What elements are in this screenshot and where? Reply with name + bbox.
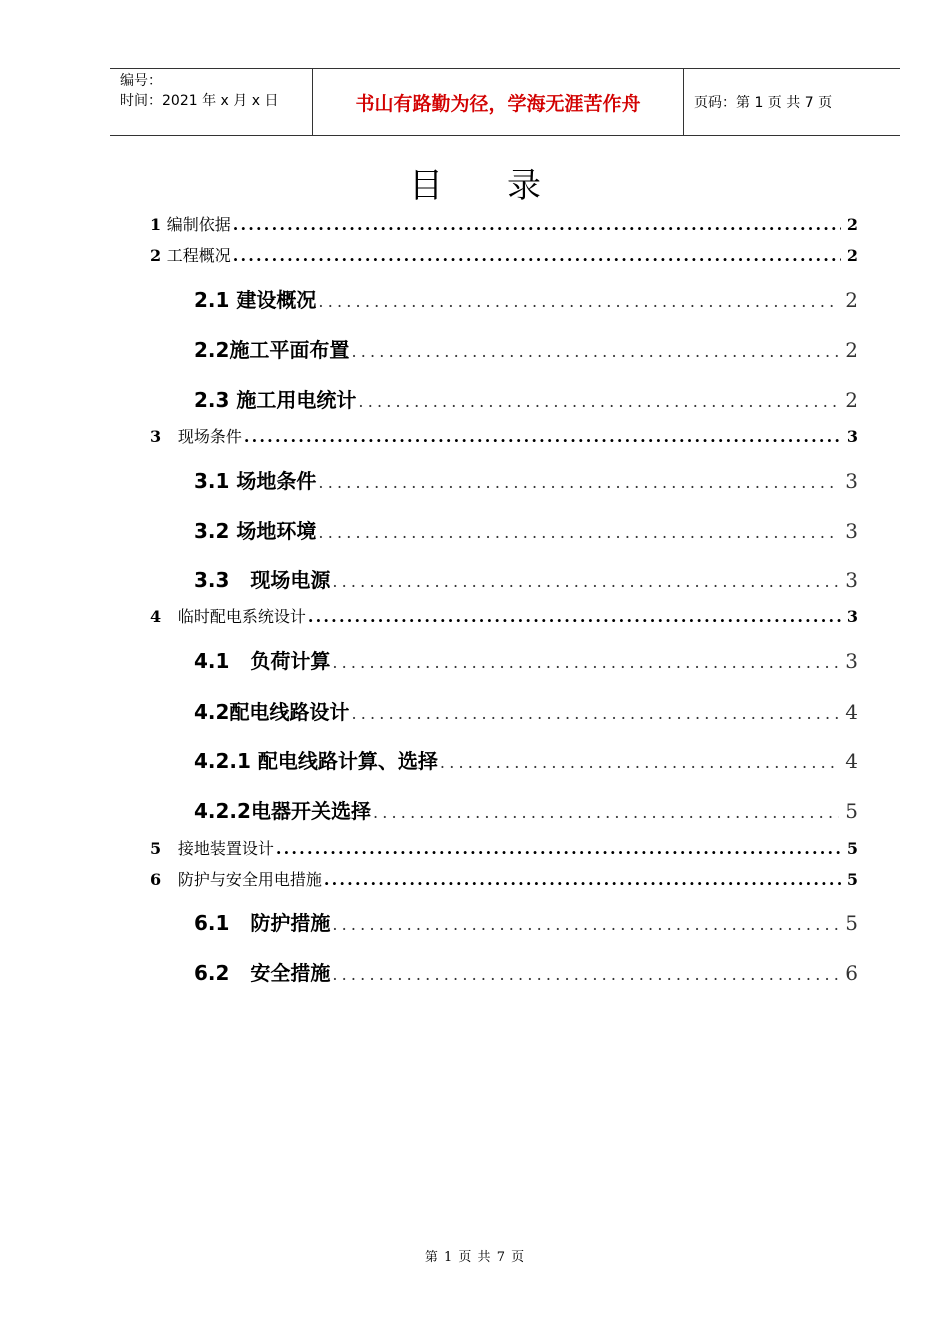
- toc-entry[interactable]: [0, 515, 950, 544]
- toc-entry[interactable]: [0, 284, 950, 313]
- toc-entry-label: 负荷计算: [250, 649, 331, 673]
- toc-entry-page: 2: [845, 388, 858, 412]
- toc-entry-page: 3: [845, 568, 858, 592]
- date-label: 时间：2021 年 x 月 x 日: [120, 93, 279, 109]
- toc-entry-page: 5: [845, 799, 858, 823]
- toc-entry-label: 电器开关选择: [250, 799, 371, 823]
- toc-entry[interactable]: [0, 745, 950, 774]
- toc-leader-dots: [324, 870, 841, 889]
- toc-entry[interactable]: [0, 795, 950, 824]
- toc-entry-label: 现场条件: [177, 427, 242, 446]
- toc-entry-page: 2: [845, 338, 858, 362]
- toc-entry-label: 接地装置设计: [177, 839, 274, 858]
- toc-entry-number: 2.1: [194, 288, 237, 312]
- toc-leader-dots: [332, 911, 839, 935]
- toc-leader-dots: [318, 288, 839, 312]
- toc-entry-page: 4: [845, 749, 858, 773]
- toc-entry-number: 2.2: [194, 338, 230, 362]
- toc-entry-label: 施工用电统计: [236, 388, 357, 412]
- header-page-info: 页码：第 1 页 共 7 页: [694, 95, 833, 111]
- toc-entry-label: 防护措施: [250, 911, 331, 935]
- toc-entry-label: 建设概况: [236, 288, 317, 312]
- toc-entry-label: 配电线路计算、选择: [257, 749, 438, 773]
- toc-entry-number: 4.2.2: [194, 799, 251, 823]
- toc-entry-number: 6.1: [194, 911, 251, 935]
- toc-entry-label: 编制依据: [166, 215, 231, 234]
- toc-entry-number: 3.2: [194, 519, 237, 543]
- toc-entry-label: 工程概况: [166, 246, 231, 265]
- page-footer: 第 1 页 共 7 页: [424, 1250, 526, 1265]
- header-motto: 书山有路勤为径，学海无涯苦作舟: [312, 69, 684, 135]
- header-meta: [110, 69, 312, 135]
- page-header: [110, 68, 900, 136]
- toc-title: 目录: [409, 166, 605, 206]
- toc-entry[interactable]: [0, 867, 950, 890]
- toc-entry-label: 安全措施: [250, 961, 331, 985]
- toc-leader-dots: [373, 799, 839, 823]
- toc-entry[interactable]: [0, 696, 950, 725]
- toc-leader-dots: [440, 749, 839, 773]
- toc-entry-number: 5: [150, 839, 178, 858]
- toc-entry-page: 4: [845, 700, 858, 724]
- toc-entry-page: 5: [846, 870, 858, 889]
- toc-entry[interactable]: [0, 465, 950, 494]
- toc-entry-page: 3: [845, 519, 858, 543]
- toc-entry[interactable]: [0, 334, 950, 363]
- toc-entry[interactable]: [0, 384, 950, 413]
- toc-leader-dots: [332, 649, 839, 673]
- toc-leader-dots: [276, 839, 841, 858]
- toc-entry-number: 4: [150, 607, 178, 626]
- toc-entry[interactable]: [0, 957, 950, 986]
- toc-entry[interactable]: [0, 424, 950, 447]
- toc-entry-page: 2: [846, 215, 858, 234]
- toc-entry-number: 2.3: [194, 388, 237, 412]
- toc-entry-page: 3: [845, 649, 858, 673]
- toc-entry[interactable]: [0, 907, 950, 936]
- toc-leader-dots: [318, 469, 839, 493]
- toc-leader-dots: [358, 388, 839, 412]
- toc-entry[interactable]: [0, 645, 950, 674]
- toc-leader-dots: [351, 700, 839, 724]
- serial-label: 编号：: [120, 73, 162, 89]
- toc-leader-dots: [332, 568, 839, 592]
- toc-entry-label: 防护与安全用电措施: [177, 870, 322, 889]
- toc-entry-page: 2: [845, 288, 858, 312]
- toc-entry[interactable]: [0, 243, 950, 266]
- toc-entry-label: 场地环境: [236, 519, 317, 543]
- toc-entry[interactable]: [0, 604, 950, 627]
- toc-entry[interactable]: [0, 836, 950, 859]
- toc-leader-dots: [308, 607, 841, 626]
- toc-leader-dots: [244, 427, 841, 446]
- toc-entry-label: 施工平面布置: [229, 338, 350, 362]
- toc-entry-page: 2: [846, 246, 858, 265]
- toc-entry-label: 临时配电系统设计: [177, 607, 306, 626]
- toc-entry-number: 1: [150, 215, 167, 234]
- toc-entry-label: 场地条件: [236, 469, 317, 493]
- toc-entry-number: 4.2: [194, 700, 230, 724]
- toc-entry-page: 5: [845, 911, 858, 935]
- toc-entry-number: 4.2.1: [194, 749, 258, 773]
- toc-entry-label: 配电线路设计: [229, 700, 350, 724]
- toc-entry-number: 4.1: [194, 649, 251, 673]
- toc-leader-dots: [233, 215, 841, 234]
- toc-leader-dots: [233, 246, 841, 265]
- toc-entry-label: 现场电源: [250, 568, 331, 592]
- toc-entry[interactable]: [0, 212, 950, 235]
- toc-leader-dots: [351, 338, 839, 362]
- toc-entry-page: 3: [846, 607, 858, 626]
- toc-entry-page: 3: [846, 427, 858, 446]
- toc-entry-number: 3.3: [194, 568, 251, 592]
- toc-leader-dots: [332, 961, 839, 985]
- toc-entry-page: 6: [845, 961, 858, 985]
- toc-entry-number: 2: [150, 246, 167, 265]
- toc-entry-number: 3.1: [194, 469, 237, 493]
- toc-entry[interactable]: [0, 564, 950, 593]
- toc-entry-number: 6.2: [194, 961, 251, 985]
- toc-entry-number: 3: [150, 427, 178, 446]
- toc-entry-page: 5: [846, 839, 858, 858]
- toc-entry-number: 6: [150, 870, 178, 889]
- toc-leader-dots: [318, 519, 839, 543]
- toc-entry-page: 3: [845, 469, 858, 493]
